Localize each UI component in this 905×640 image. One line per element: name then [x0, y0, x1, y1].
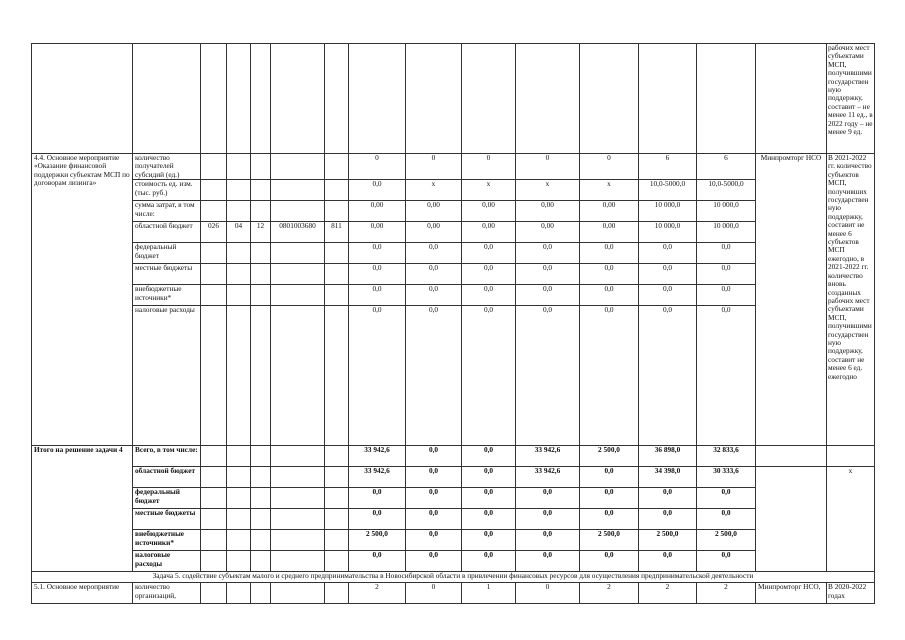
value-cell: 2: [639, 583, 697, 604]
grbs-code: [201, 264, 227, 285]
pr-code: [251, 180, 271, 201]
total-value-cell: 0,0: [462, 488, 516, 509]
pr-code: [251, 306, 271, 446]
total-label: федеральный бюджет: [133, 488, 201, 509]
total-value-cell: 0,0: [406, 467, 462, 488]
total-label: внебюджетные источники*: [133, 530, 201, 551]
value-cell: 0,00: [516, 222, 580, 243]
total-value-cell: 0,0: [349, 551, 406, 572]
indicator-label: сумма затрат, в том числе:: [133, 201, 201, 222]
cont-cell-v4: [516, 44, 580, 154]
total-value-cell: 0,0: [349, 488, 406, 509]
value-cell: 0,0: [580, 264, 639, 285]
empty-code-cell: [251, 488, 271, 509]
measure-4-4-row: [32, 285, 875, 306]
notes-cell: В 2021-2022 гг. количество субъектов МСП, получивших государствен ную поддержку, составит не менее 6 субъектов МСП ежегодно, в 2021-2022 гг. количество вновь созданных рабочих мест субъектами МСП, получившими государствен ную поддержку, составит не менее 6 ед. ежегодно: [827, 154, 875, 446]
value-cell: 10 000,0: [697, 222, 756, 243]
empty-code-cell: [271, 530, 325, 551]
cont-cell-csr: [271, 44, 325, 154]
value-cell: 0,00: [406, 222, 462, 243]
empty-code-cell: [271, 446, 325, 467]
total-value-cell: 0,0: [406, 551, 462, 572]
vr-code: [325, 201, 349, 222]
value-cell: 0,0: [349, 243, 406, 264]
total-notes-empty: [827, 446, 875, 467]
total-value-cell: 0,0: [406, 509, 462, 530]
cont-cell-v3: [462, 44, 516, 154]
csr-code: 0801003680: [271, 222, 325, 243]
total-value-cell: 2 500,0: [349, 530, 406, 551]
total-value-cell: 0,0: [639, 488, 697, 509]
csr-code: [271, 180, 325, 201]
value-cell: 0: [406, 154, 462, 180]
csr-code: [271, 154, 325, 180]
empty-code-cell: [325, 583, 349, 604]
value-cell: 0: [349, 154, 406, 180]
indicator-label: количество организаций,: [133, 583, 201, 604]
value-cell: 0,0: [697, 264, 756, 285]
value-cell: 2: [697, 583, 756, 604]
value-cell: 10,0-5000,0: [639, 180, 697, 201]
empty-code-cell: [227, 530, 251, 551]
empty-code-cell: [201, 551, 227, 572]
value-cell: 10,0-5000,0: [697, 180, 756, 201]
value-cell: 0,0: [406, 285, 462, 306]
continuation-row: [32, 44, 875, 154]
value-cell: 0,0: [406, 243, 462, 264]
cont-cell-v6: [639, 44, 697, 154]
total-value-cell: 0,0: [516, 488, 580, 509]
total-value-cell: 0,0: [349, 509, 406, 530]
executor-cell: Минпромторг НСО: [756, 154, 827, 446]
value-cell: 0,00: [516, 201, 580, 222]
value-cell: 0,0: [580, 306, 639, 446]
value-cell: 10 000,0: [639, 222, 697, 243]
value-cell: 0,00: [462, 201, 516, 222]
value-cell: 0,0: [639, 306, 697, 446]
empty-code-cell: [271, 509, 325, 530]
vr-code: 811: [325, 222, 349, 243]
value-cell: 0,0: [406, 306, 462, 446]
value-cell: 2: [580, 583, 639, 604]
pr-code: [251, 201, 271, 222]
csr-code: [271, 201, 325, 222]
value-cell: 0,0: [349, 285, 406, 306]
indicator-label: местные бюджеты: [133, 264, 201, 285]
total-value-cell: 0,0: [580, 467, 639, 488]
rz-code: [227, 243, 251, 264]
total-value-cell: 33 942,6: [349, 467, 406, 488]
value-cell: 0,0: [462, 264, 516, 285]
empty-code-cell: [271, 551, 325, 572]
total-task-4-row: [32, 551, 875, 572]
total-value-cell: 0,0: [462, 551, 516, 572]
empty-code-cell: [251, 446, 271, 467]
total-value-cell: 32 833,6: [697, 446, 756, 467]
rz-code: [227, 154, 251, 180]
rz-code: [227, 306, 251, 446]
vr-code: [325, 180, 349, 201]
value-cell: 0,0: [516, 243, 580, 264]
empty-code-cell: [251, 509, 271, 530]
rz-code: [227, 285, 251, 306]
total-value-cell: 0,0: [406, 488, 462, 509]
total-value-cell: 0,0: [697, 551, 756, 572]
total-executor-cell: [756, 467, 827, 572]
pr-code: [251, 243, 271, 264]
total-value-cell: 2 500,0: [697, 530, 756, 551]
empty-code-cell: [227, 551, 251, 572]
cont-cell-notes: рабочих мест субъектами МСП, получившими государствен ную поддержку, составит – не менее 11 ед., в 2022 году – не менее 9 ед.: [827, 44, 875, 154]
measure-4-4-row: [32, 222, 875, 243]
grbs-code: [201, 243, 227, 264]
empty-code-cell: [201, 509, 227, 530]
pr-code: [251, 154, 271, 180]
value-cell: 10 000,0: [639, 201, 697, 222]
measure-name: 5.1. Основное мероприятие: [32, 583, 133, 604]
csr-code: [271, 264, 325, 285]
measure-4-4-row: [32, 201, 875, 222]
value-cell: 0,0: [462, 285, 516, 306]
empty-code-cell: [251, 467, 271, 488]
total-value-cell: 0,0: [406, 530, 462, 551]
vr-code: [325, 285, 349, 306]
pr-code: [251, 264, 271, 285]
vr-code: [325, 264, 349, 285]
executor-cell: Минпромторг НСО,: [756, 583, 827, 604]
value-cell: 0,0: [639, 243, 697, 264]
rz-code: [227, 264, 251, 285]
value-cell: 0,0: [516, 306, 580, 446]
value-cell: 10 000,0: [697, 201, 756, 222]
csr-code: [271, 306, 325, 446]
value-cell: 6: [697, 154, 756, 180]
measure-name: 4.4. Основное мероприятие «Оказание финансовой поддержки субъектам МСП по договорам лизинга»: [32, 154, 133, 446]
cont-cell-v5: [580, 44, 639, 154]
value-cell: x: [462, 180, 516, 201]
value-cell: 0,0: [580, 285, 639, 306]
measure-4-4-row: [32, 264, 875, 285]
task-5-row: [32, 572, 875, 583]
empty-code-cell: [325, 467, 349, 488]
empty-code-cell: [251, 551, 271, 572]
total-value-cell: 36 898,0: [639, 446, 697, 467]
value-cell: 0,00: [349, 201, 406, 222]
value-cell: 0: [516, 154, 580, 180]
total-value-cell: 0,0: [516, 551, 580, 572]
indicator-label: количество получателей субсидий (ед.): [133, 154, 201, 180]
cont-cell-v1: [349, 44, 406, 154]
grbs-code: [201, 154, 227, 180]
total-value-cell: 0,0: [580, 551, 639, 572]
total-value-cell: 30 333,6: [697, 467, 756, 488]
cont-cell-grbs: [201, 44, 227, 154]
indicator-label: налоговые расходы: [133, 306, 201, 446]
grbs-code: [201, 180, 227, 201]
empty-code-cell: [325, 530, 349, 551]
value-cell: 0,0: [580, 243, 639, 264]
total-value-cell: 0,0: [462, 509, 516, 530]
notes-cell: В 2020-2022 годах: [827, 583, 875, 604]
indicator-label: внебюджетные источники*: [133, 285, 201, 306]
value-cell: 0,00: [406, 201, 462, 222]
value-cell: 0: [462, 154, 516, 180]
value-cell: 0,00: [462, 222, 516, 243]
value-cell: 6: [639, 154, 697, 180]
value-cell: x: [516, 180, 580, 201]
empty-code-cell: [227, 509, 251, 530]
value-cell: 0: [406, 583, 462, 604]
empty-code-cell: [251, 530, 271, 551]
program-table: [31, 43, 875, 604]
value-cell: 0,0: [697, 243, 756, 264]
cont-cell-name: [32, 44, 133, 154]
total-label: областной бюджет: [133, 467, 201, 488]
total-value-cell: 2 500,0: [639, 530, 697, 551]
value-cell: 0,0: [349, 264, 406, 285]
total-value-cell: 0,0: [580, 488, 639, 509]
cont-cell-v7: [697, 44, 756, 154]
value-cell: 0: [580, 154, 639, 180]
pr-code: 12: [251, 222, 271, 243]
total-task-4-row: [32, 446, 875, 467]
measure-4-4-row: [32, 154, 875, 180]
value-cell: 0,0: [406, 264, 462, 285]
empty-code-cell: [325, 446, 349, 467]
empty-code-cell: [227, 446, 251, 467]
rz-code: [227, 201, 251, 222]
indicator-label: областной бюджет: [133, 222, 201, 243]
rz-code: [227, 180, 251, 201]
empty-code-cell: [201, 467, 227, 488]
total-value-cell: 0,0: [406, 446, 462, 467]
total-value-cell: 0,0: [516, 530, 580, 551]
total-task-4-row: [32, 530, 875, 551]
value-cell: 0,0: [639, 264, 697, 285]
rz-code: 04: [227, 222, 251, 243]
indicator-label: стоимость ед. изм. (тыс. руб.): [133, 180, 201, 201]
value-cell: 0,0: [349, 180, 406, 201]
value-cell: 0,0: [349, 306, 406, 446]
value-cell: 0,00: [580, 222, 639, 243]
cont-cell-executor: [756, 44, 827, 154]
total-value-cell: 2 500,0: [580, 446, 639, 467]
vr-code: [325, 306, 349, 446]
empty-code-cell: [201, 446, 227, 467]
empty-code-cell: [325, 488, 349, 509]
value-cell: 0,0: [516, 264, 580, 285]
total-executor-cell: [756, 446, 827, 467]
total-value-cell: 0,0: [580, 509, 639, 530]
total-task-4-row: [32, 509, 875, 530]
value-cell: 0,0: [462, 243, 516, 264]
value-cell: 0,0: [639, 285, 697, 306]
measure-4-4-row: [32, 306, 875, 446]
measure-4-4-row: [32, 243, 875, 264]
total-label: Всего, в том числе:: [133, 446, 201, 467]
empty-code-cell: [271, 583, 325, 604]
cont-cell-label: [133, 44, 201, 154]
indicator-label: федеральный бюджет: [133, 243, 201, 264]
value-cell: x: [580, 180, 639, 201]
value-cell: 2: [349, 583, 406, 604]
total-value-cell: 0,0: [697, 488, 756, 509]
value-cell: 0,0: [462, 306, 516, 446]
grbs-code: [201, 306, 227, 446]
empty-code-cell: [271, 488, 325, 509]
task-5-title: Задача 5. содействие субъектам малого и среднего предпринимательства в Новосибирской области в привлечении финансовых ресурсов для осуществления предпринимательской деятельности: [32, 572, 875, 583]
pr-code: [251, 285, 271, 306]
total-value-cell: 33 942,6: [516, 467, 580, 488]
total-label: налоговые расходы: [133, 551, 201, 572]
total-value-cell: 0,0: [516, 509, 580, 530]
total-value-cell: 33 942,6: [349, 446, 406, 467]
total-task-4-row: [32, 488, 875, 509]
csr-code: [271, 285, 325, 306]
vr-code: [325, 154, 349, 180]
cont-cell-pr: [251, 44, 271, 154]
empty-code-cell: [325, 551, 349, 572]
value-cell: 0,0: [697, 285, 756, 306]
total-value-cell: 0,0: [697, 509, 756, 530]
empty-code-cell: [201, 583, 227, 604]
vr-code: [325, 243, 349, 264]
cont-cell-v2: [406, 44, 462, 154]
empty-code-cell: [271, 467, 325, 488]
value-cell: 1: [462, 583, 516, 604]
value-cell: 0,0: [516, 285, 580, 306]
total-value-cell: 2 500,0: [580, 530, 639, 551]
empty-code-cell: [325, 509, 349, 530]
total-value-cell: 33 942,6: [516, 446, 580, 467]
cont-cell-vr: [325, 44, 349, 154]
empty-code-cell: [201, 488, 227, 509]
empty-code-cell: [201, 530, 227, 551]
value-cell: 0: [516, 583, 580, 604]
grbs-code: 026: [201, 222, 227, 243]
total-value-cell: 0,0: [639, 551, 697, 572]
cont-cell-rz: [227, 44, 251, 154]
grbs-code: [201, 201, 227, 222]
total-value-cell: 0,0: [462, 467, 516, 488]
total-value-cell: 0,0: [462, 530, 516, 551]
total-value-cell: 34 398,0: [639, 467, 697, 488]
empty-code-cell: [227, 488, 251, 509]
empty-code-cell: [227, 467, 251, 488]
measure-5-1-row: [32, 583, 875, 604]
csr-code: [271, 243, 325, 264]
total-name: Итого на решение задачи 4: [32, 446, 133, 572]
measure-4-4-row: [32, 180, 875, 201]
value-cell: 0,0: [697, 306, 756, 446]
value-cell: 0,00: [580, 201, 639, 222]
total-label: местные бюджеты: [133, 509, 201, 530]
value-cell: x: [406, 180, 462, 201]
total-value-cell: 0,0: [639, 509, 697, 530]
empty-code-cell: [227, 583, 251, 604]
value-cell: 0,00: [349, 222, 406, 243]
empty-code-cell: [251, 583, 271, 604]
total-value-cell: 0,0: [462, 446, 516, 467]
total-notes-cell: x: [827, 467, 875, 572]
grbs-code: [201, 285, 227, 306]
total-task-4-row: [32, 467, 875, 488]
